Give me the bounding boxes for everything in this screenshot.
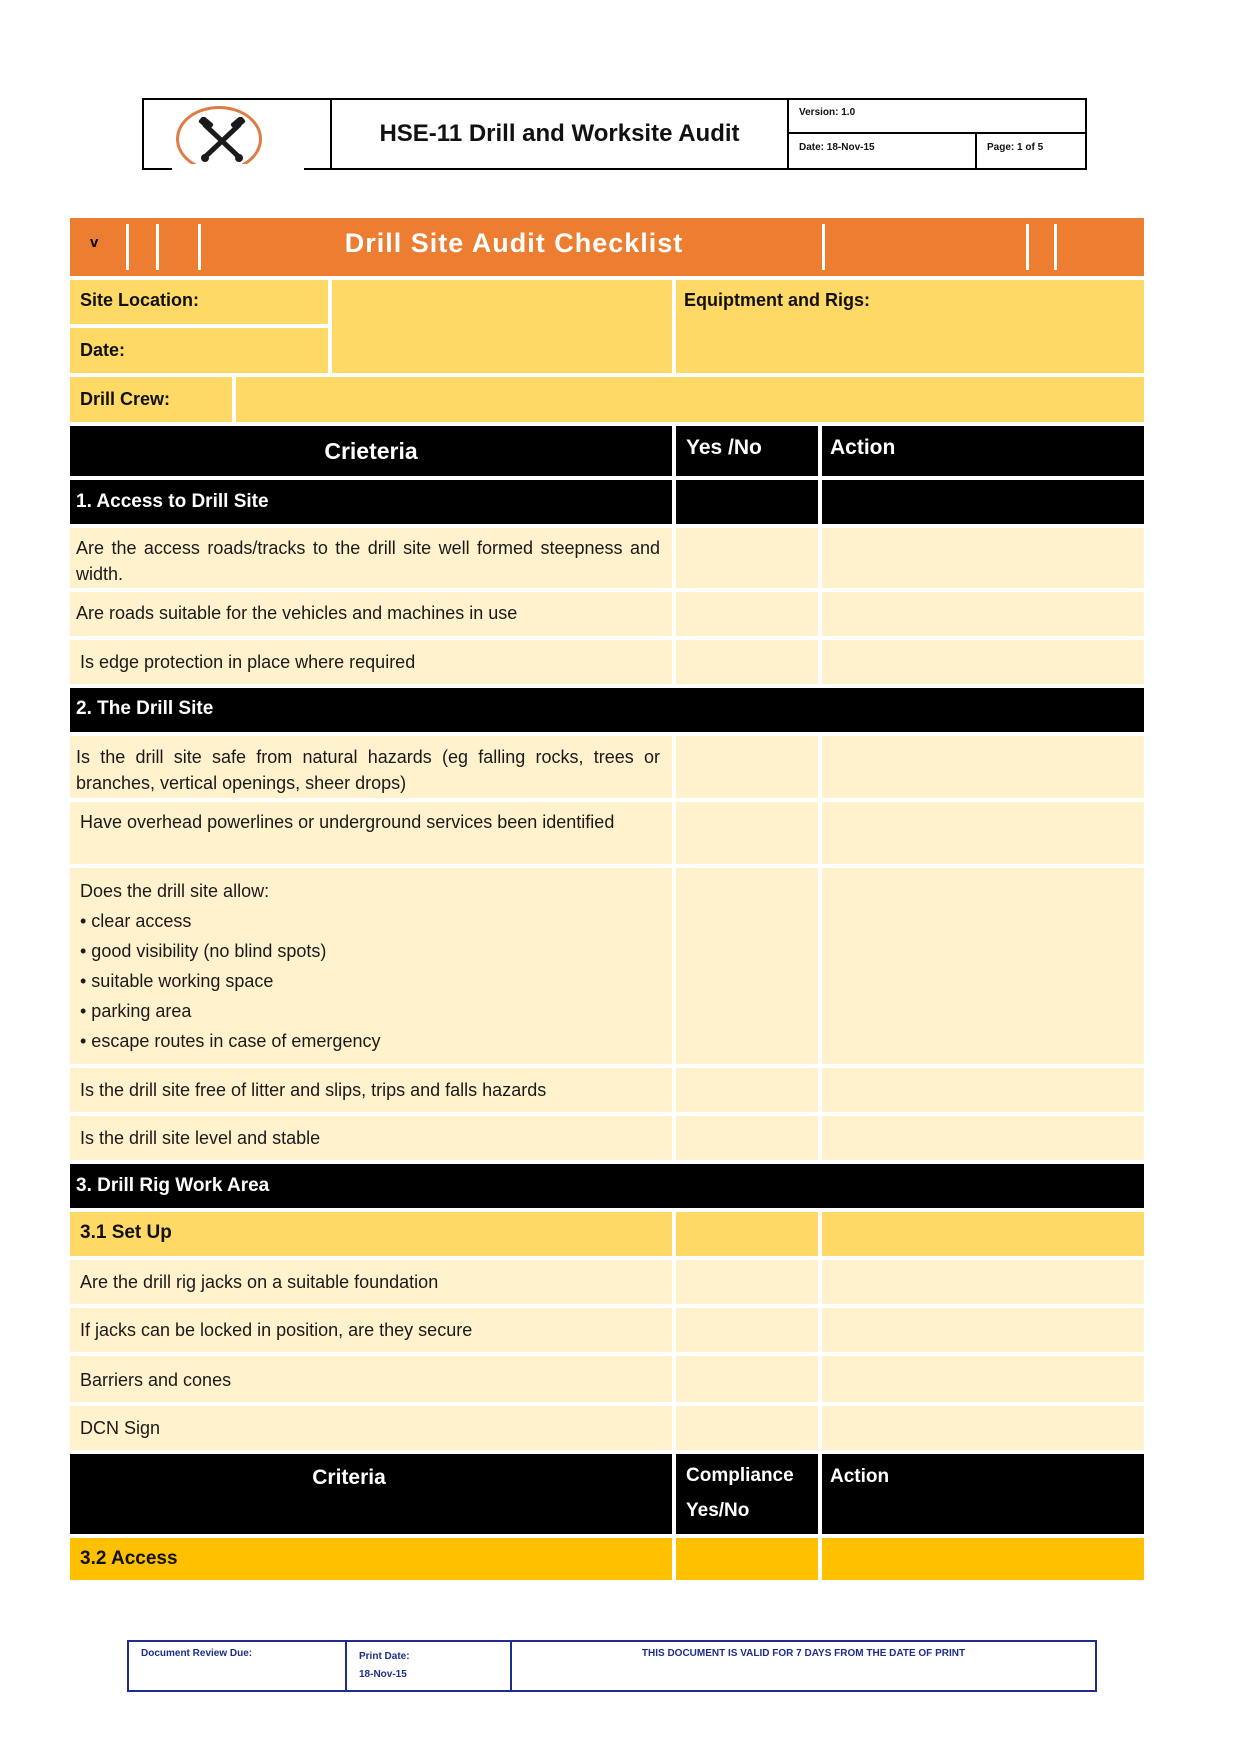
header-date-label: Date: 18-Nov-15 bbox=[789, 134, 977, 168]
table-row bbox=[70, 1116, 1144, 1160]
document-title: HSE-11 Drill and Worksite Audit bbox=[379, 120, 740, 147]
yes-no-header-cell bbox=[676, 426, 818, 476]
criteria-text: Are the access roads/tracks to the drill site well formed steepness and width. bbox=[76, 538, 660, 584]
page-number-label: Page: 1 of 5 bbox=[987, 142, 1044, 153]
subsection-heading-row bbox=[70, 1212, 1144, 1256]
criteria-text: If jacks can be locked in position, are they secure bbox=[80, 1320, 473, 1340]
action-cell[interactable] bbox=[822, 1308, 1144, 1352]
action-cell[interactable] bbox=[822, 1116, 1144, 1160]
drill-crew-label: Drill Crew: bbox=[80, 389, 171, 409]
action-cell[interactable] bbox=[822, 1406, 1144, 1450]
crossed-drill-tools-icon bbox=[176, 106, 262, 172]
list-item: • parking area bbox=[80, 1001, 192, 1021]
table-row bbox=[70, 1406, 1144, 1450]
list-item: • escape routes in case of emergency bbox=[80, 1031, 381, 1051]
date-label: Date: bbox=[80, 340, 126, 360]
validity-notice: THIS DOCUMENT IS VALID FOR 7 DAYS FROM THE DATE OF PRINT bbox=[641, 1648, 966, 1659]
review-due-label: Document Review Due: bbox=[129, 1642, 347, 1690]
criteria-text: Have overhead powerlines or underground services been identified bbox=[80, 812, 615, 832]
yes-no-cell[interactable] bbox=[676, 640, 818, 684]
table-row bbox=[70, 1068, 1144, 1112]
document-header bbox=[142, 98, 1085, 170]
table-row bbox=[70, 736, 1144, 798]
yes-no-cell[interactable] bbox=[676, 868, 818, 1064]
action-cell[interactable] bbox=[822, 736, 1144, 798]
yes-no-cell[interactable] bbox=[676, 1356, 818, 1402]
action-header: Action bbox=[830, 436, 896, 459]
section-heading: 2. The Drill Site bbox=[76, 698, 214, 719]
action-cell[interactable] bbox=[822, 640, 1144, 684]
yes-no-cell[interactable] bbox=[676, 802, 818, 864]
section-heading: 1. Access to Drill Site bbox=[76, 491, 269, 512]
compliance-header: Compliance bbox=[686, 1465, 794, 1486]
table-row bbox=[70, 1260, 1144, 1304]
action-header-2: Action bbox=[830, 1466, 890, 1487]
list-item: • good visibility (no blind spots) bbox=[80, 941, 327, 961]
checklist-title-row bbox=[70, 218, 1144, 276]
list-item: • clear access bbox=[80, 911, 192, 931]
action-header-cell bbox=[822, 426, 1144, 476]
criteria-header-cell bbox=[70, 426, 672, 476]
document-title-cell bbox=[332, 100, 787, 168]
drill-crew-label-cell bbox=[70, 377, 232, 422]
criteria-text: Is the drill site safe from natural hazards (eg falling rocks, trees or branches, vertical openings, sheer drops) bbox=[76, 747, 660, 793]
criteria-text: Are the drill rig jacks on a suitable foundation bbox=[80, 1272, 439, 1292]
criteria-text: Is edge protection in place where required bbox=[80, 652, 416, 672]
action-cell[interactable] bbox=[822, 868, 1144, 1064]
section-heading: 3. Drill Rig Work Area bbox=[76, 1175, 270, 1196]
criteria-text: Are roads suitable for the vehicles and machines in use bbox=[76, 603, 518, 623]
table-row bbox=[70, 868, 1144, 1064]
yes-no-cell[interactable] bbox=[676, 736, 818, 798]
section-heading-row bbox=[70, 1164, 1144, 1208]
section-heading-row bbox=[70, 688, 1144, 732]
criteria-header-2: Criteria bbox=[312, 1466, 386, 1489]
table-header-row-2 bbox=[70, 1454, 1144, 1534]
table-row bbox=[70, 528, 1144, 588]
criteria-text: Is the drill site level and stable bbox=[80, 1128, 321, 1148]
table-row bbox=[70, 592, 1144, 636]
marker-v: v bbox=[90, 234, 99, 251]
action-cell[interactable] bbox=[822, 528, 1144, 588]
table-row bbox=[70, 640, 1144, 684]
action-cell[interactable] bbox=[822, 1260, 1144, 1304]
site-location-field[interactable] bbox=[332, 280, 672, 373]
yes-no-cell[interactable] bbox=[676, 1068, 818, 1112]
logo-cell bbox=[144, 100, 332, 168]
table-row bbox=[70, 1308, 1144, 1352]
yes-no-header: Yes /No bbox=[686, 436, 762, 459]
list-item: • suitable working space bbox=[80, 971, 274, 991]
print-date-value: 18-Nov-15 bbox=[359, 1669, 407, 1680]
equipment-rigs-field[interactable] bbox=[676, 280, 1144, 373]
yes-no-cell[interactable] bbox=[676, 528, 818, 588]
yes-no-cell[interactable] bbox=[676, 1116, 818, 1160]
action-cell[interactable] bbox=[822, 1068, 1144, 1112]
version-label: Version: 1.0 bbox=[789, 100, 1085, 134]
action-cell[interactable] bbox=[822, 802, 1144, 864]
document-meta bbox=[787, 98, 1087, 170]
table-row bbox=[70, 802, 1144, 864]
table-row bbox=[70, 1356, 1144, 1402]
table-header-row bbox=[70, 426, 1144, 476]
site-location-label: Site Location: bbox=[80, 290, 200, 310]
yes-no-cell[interactable] bbox=[676, 1308, 818, 1352]
subsection-heading: 3.2 Access bbox=[80, 1548, 178, 1569]
print-date-cell bbox=[347, 1642, 512, 1690]
action-cell[interactable] bbox=[822, 592, 1144, 636]
yes-no-cell[interactable] bbox=[676, 1260, 818, 1304]
subsection-heading-row bbox=[70, 1538, 1144, 1580]
criteria-text: Barriers and cones bbox=[80, 1370, 232, 1390]
section-heading-row bbox=[70, 480, 1144, 524]
yes-no-header-2: Yes/No bbox=[686, 1500, 750, 1521]
criteria-text: Is the drill site free of litter and slips, trips and falls hazards bbox=[80, 1080, 547, 1100]
equipment-rigs-label: Equiptment and Rigs: bbox=[684, 290, 870, 310]
action-cell[interactable] bbox=[822, 1356, 1144, 1402]
yes-no-cell[interactable] bbox=[676, 1406, 818, 1450]
document-footer bbox=[127, 1640, 1097, 1692]
criteria-text: Does the drill site allow: bbox=[80, 881, 270, 901]
criteria-header: Crieteria bbox=[324, 438, 418, 464]
checklist-title: Drill Site Audit Checklist bbox=[344, 228, 684, 258]
subsection-heading: 3.1 Set Up bbox=[80, 1222, 172, 1243]
yes-no-cell[interactable] bbox=[676, 592, 818, 636]
site-location-label-cell bbox=[70, 280, 328, 324]
drill-crew-field[interactable] bbox=[236, 377, 1144, 422]
print-date-label: Print Date: bbox=[359, 1651, 410, 1662]
date-label-cell bbox=[70, 328, 328, 373]
criteria-text: DCN Sign bbox=[80, 1418, 161, 1438]
